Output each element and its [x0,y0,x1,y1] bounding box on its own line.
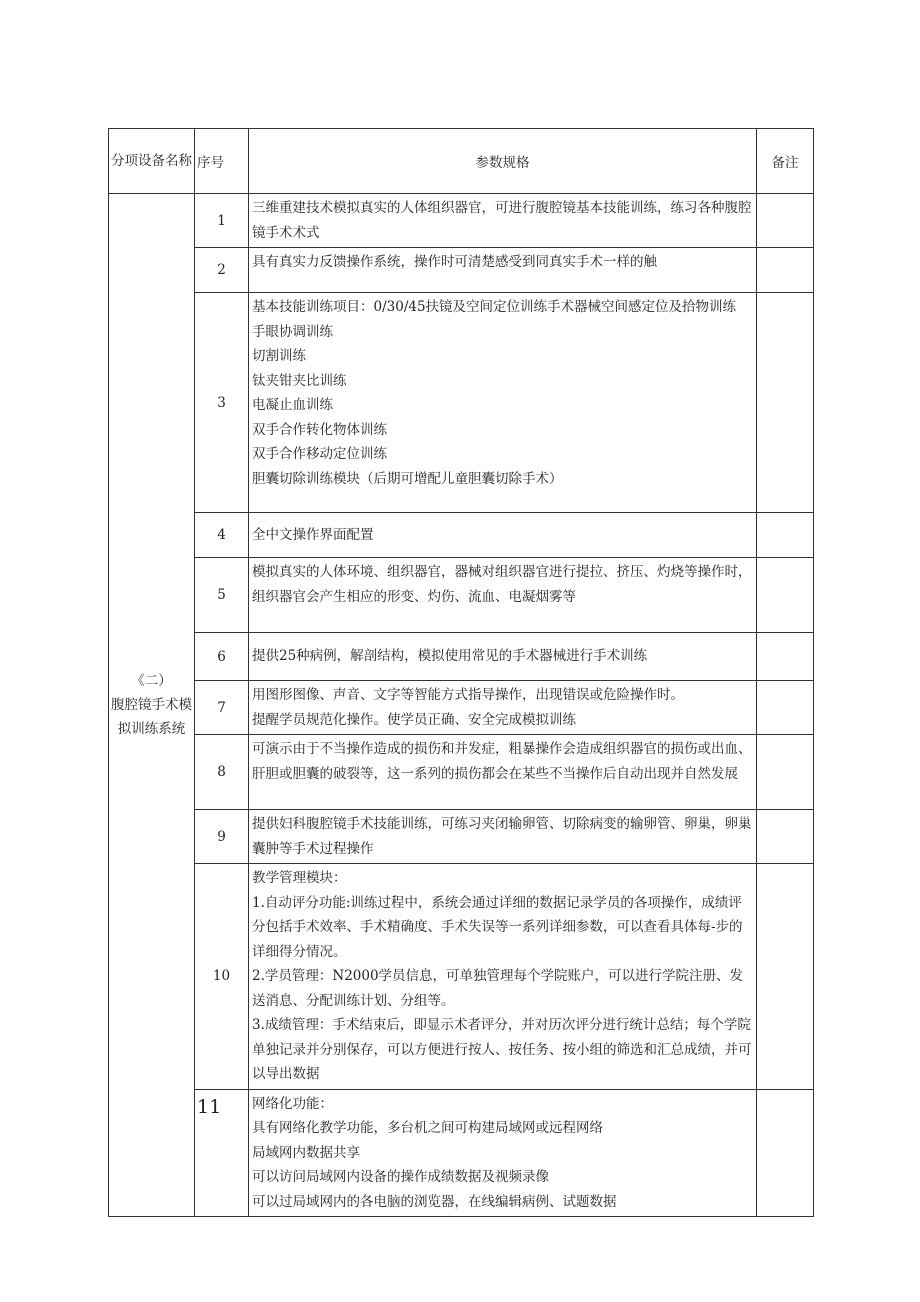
spec-cell [249,810,757,864]
spec-line: 电凝止血训练 [252,397,333,413]
table-row [109,810,814,864]
table-row [109,558,814,633]
seq-cell: 8 [195,735,249,810]
spec-cell [249,1089,757,1217]
category-line-2: 腹腔镜手术模拟训练系统 [111,697,192,737]
spec-line: 切割训练 [252,348,306,364]
seq-cell: 6 [195,633,249,681]
note-cell [757,681,814,735]
table-row [109,293,814,513]
seq-cell: 3 [195,293,249,513]
header-row [109,129,814,194]
spec-table [108,128,814,1217]
spec-line: 提醒学员规范化操作。使学员正确、安全完成模拟训练 [252,711,576,728]
spec-line: 1.自动评分功能:训练过程中，系统会通过详细的数据记录学员的各项操作，成绩评分包括手术效率、手术精确度、手术失误等一系列详细参数，可以查看具体每-步的详细得分情况。 [252,894,743,960]
note-cell [757,633,814,681]
spec-line: 具有真实力反馈操作系统，操作时可清楚感受到同真实手术一样的触 [252,254,657,270]
spec-cell [249,735,757,810]
spec-line: 3.成绩管理：手术结束后，即显示术者评分，并对历次评分进行统计总结；每个学院单独记录并分别保存，可以方便进行按人、按任务、按小组的筛选和汇总成绩，并可以导出数据 [252,1017,752,1082]
note-cell [757,864,814,1090]
spec-line: 用图形图像、声音、文字等智能方式指导操作，出现错误或危险操作时。 [252,687,684,703]
spec-line: 教学管理模块： [252,870,347,886]
spec-line: 模拟真实的人体环境、组织器官，器械对组织器官进行提拉、挤压、灼烧等操作时，组织器官会产生相应的形变、灼伤、流血、电凝烟雾等 [252,564,752,605]
seq-cell: 7 [195,681,249,735]
category-cell [109,194,195,1217]
seq-cell: 10 [195,864,249,1090]
spec-line: 三维重建技术模拟真实的人体组织器官，可进行腹腔镜基本技能训练，练习各种腹腔镜手术术式 [252,200,752,241]
seq-cell: 5 [195,558,249,633]
spec-cell [249,681,757,735]
table-row [109,248,814,293]
header-note: 备注 [757,129,814,194]
spec-line: 提供妇科腹腔镜手术技能训练，可练习夹闭输卵管、切除病变的输卵管、卵巢，卵巢囊肿等手术过程操作 [252,816,752,857]
header-category: 分项设备名称 [109,129,195,194]
spec-line: 网络化功能： [252,1095,333,1112]
spec-cell [249,633,757,681]
spec-line: 双手合作转化物体训练 [252,421,387,438]
spec-line: 具有网络化教学功能，多台机之间可构建局域网或远程网络 [252,1120,603,1136]
spec-cell [249,293,757,513]
spec-line: 基本技能训练项目：0/30/45扶镜及空间定位训练手术器械空间感定位及拾物训练 [252,299,737,315]
note-cell [757,248,814,293]
table-row [109,194,814,248]
note-cell [757,293,814,513]
table-row [109,681,814,735]
spec-line: 手眼协调训练 [252,323,333,340]
table-row [109,735,814,810]
spec-line: 全中文操作界面配置 [252,526,374,543]
spec-line: 提供25种病例，解剖结构，模拟使用常见的手术器械进行手术训练 [252,648,648,665]
spec-line: 可以过局域网内的各电脑的浏览器，在线编辑病例、试题数据 [252,1193,617,1210]
spec-line: 2.学员管理：N2000学员信息，可单独管理每个学院账户，可以进行学院注册、发送消息、分配训练计划、分组等。 [252,968,744,1009]
spec-line: 可以访问局域网内设备的操作成绩数据及视频录像 [252,1169,549,1185]
spec-cell [249,864,757,1090]
note-cell [757,558,814,633]
header-spec: 参数规格 [249,129,757,194]
spec-line: 双手合作移动定位训练 [252,446,387,462]
spec-line: 钛夹钳夹比训练 [252,372,347,389]
note-cell [757,513,814,558]
seq-cell: 4 [195,513,249,558]
table-row [109,1089,814,1217]
header-seq: 序号 [195,129,249,194]
category-line-1: 《二） [131,673,172,689]
seq-cell: 2 [195,248,249,293]
note-cell [757,194,814,248]
spec-cell [249,513,757,558]
table-row [109,513,814,558]
table-row [109,633,814,681]
seq-cell: 11 [195,1089,249,1217]
seq-cell: 9 [195,810,249,864]
note-cell [757,735,814,810]
spec-line: 可演示由于不当操作造成的损伤和并发症，粗暴操作会造成组织器官的损伤或出血、肝胆或胆囊的破裂等，这一系列的损伤都会在某些不当操作后自动出现并自然发展 [252,741,752,782]
spec-line: 胆囊切除训练模块（后期可增配儿童胆囊切除手术） [252,470,563,487]
note-cell [757,1089,814,1217]
spec-cell [249,248,757,293]
spec-cell [249,558,757,633]
spec-line: 局域网内数据共享 [252,1144,360,1161]
spec-cell [249,194,757,248]
seq-cell: 1 [195,194,249,248]
note-cell [757,810,814,864]
table-row [109,864,814,1090]
